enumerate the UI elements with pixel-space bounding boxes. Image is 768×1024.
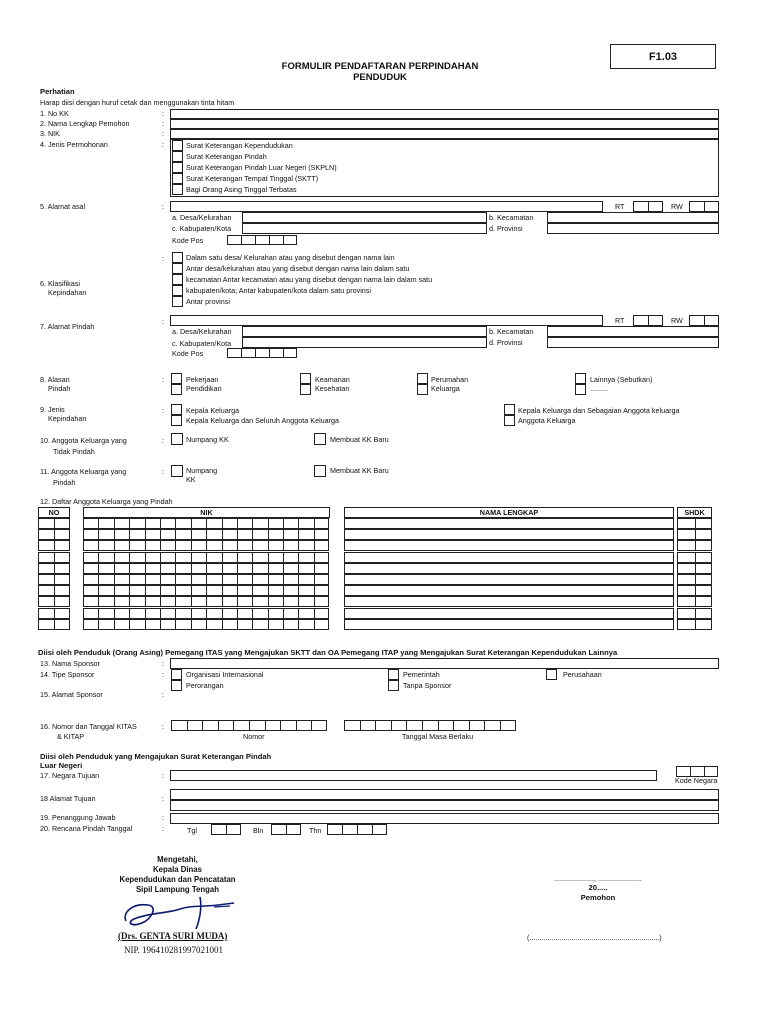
klasifikasi-option: kabupaten/kota; Antar kabupaten/kota dalam satu provinsi <box>186 286 372 295</box>
colon: : <box>162 670 164 679</box>
kecamatan-label: b. Kecamatan <box>489 213 534 222</box>
rencana-tgl-field[interactable] <box>211 824 241 835</box>
table-row-no[interactable] <box>38 518 70 529</box>
alamat-asal-kode-pos[interactable] <box>227 235 297 245</box>
jenis-permohonan-option: Surat Keterangan Pindah <box>186 152 267 161</box>
provinsi-label: d. Provinsi <box>489 224 523 233</box>
klasifikasi-option: Antar desa/kelurahan atau yang disebut dengan nama lain dalam satu <box>186 264 410 273</box>
table-header-shdk: SHDK <box>677 507 712 518</box>
pindah-baru: Membuat KK Baru <box>330 466 389 475</box>
kepindahan-kk-seluruh: Kepala Keluarga dan Seluruh Anggota Keluarga <box>186 416 340 425</box>
alamat-pindah-rw[interactable] <box>689 315 719 326</box>
label-daftar-anggota: 12. Daftar Anggota Keluarga yang Pindah <box>40 497 173 506</box>
option-checkbox[interactable] <box>172 285 183 296</box>
option-checkbox[interactable] <box>300 373 311 384</box>
label-nama-sponsor: 13. Nama Sponsor <box>40 659 100 668</box>
label-penanggung-jawab: 19. Penanggung Jawab <box>40 813 116 822</box>
colon: : <box>162 690 164 699</box>
notice-text: Harap diisi dengan huruf cetak dan menggunakan tinta hitam <box>40 98 235 107</box>
option-checkbox[interactable] <box>417 373 428 384</box>
table-row-nik[interactable] <box>83 529 329 540</box>
label-negara-tujuan: 17. Negara Tujuan <box>40 771 100 780</box>
alamat-asal-rt[interactable] <box>633 201 663 212</box>
kitas-tanggal-label: Tanggal Masa Berlaku <box>402 732 474 741</box>
form-title-line2: PENDUDUK <box>353 72 407 83</box>
option-checkbox[interactable] <box>314 433 326 445</box>
label-alasan-2: Pindah <box>48 384 71 393</box>
nik-field[interactable] <box>170 129 719 139</box>
sponsor-pemerintah: Pemerintah <box>403 670 440 679</box>
option-checkbox[interactable] <box>172 263 183 274</box>
jenis-permohonan-option: Surat Keterangan Tempat Tinggal (SKTT) <box>186 174 319 183</box>
rt-label: RT <box>615 202 625 211</box>
alamat-asal-kecamatan[interactable] <box>547 212 719 223</box>
desa-label: a. Desa/Kelurahan <box>172 213 232 222</box>
alamat-pindah-kecamatan[interactable] <box>547 326 719 337</box>
kitas-nomor-label: Nomor <box>243 732 265 741</box>
label-alamat-sponsor: 15. Alamat Sponsor <box>40 690 103 699</box>
label-no-kk: 1. No KK <box>40 109 69 118</box>
option-checkbox[interactable] <box>171 415 182 426</box>
alasan-lainnya: Lainnya (Sebutkan) <box>590 375 653 384</box>
abroad-section-title-2: Luar Negeri <box>40 761 83 770</box>
tidak-pindah-numpang: Numpang KK <box>186 435 229 444</box>
pemohon-name-line: (.................................................................) <box>527 933 662 942</box>
label-klasifikasi: 6. Klasifikasi <box>40 279 80 288</box>
option-checkbox[interactable] <box>171 404 182 415</box>
alamat-tujuan-field-2[interactable] <box>170 800 719 811</box>
table-row-nik[interactable] <box>83 574 329 585</box>
table-row-nama[interactable] <box>344 608 674 619</box>
table-row-nama[interactable] <box>344 619 674 630</box>
table-row-no[interactable] <box>38 596 70 607</box>
table-row-no[interactable] <box>38 563 70 574</box>
option-checkbox[interactable] <box>172 184 183 195</box>
table-row-nik[interactable] <box>83 518 329 529</box>
label-rencana-pindah: 20. Rencana Pindah Tanggal <box>40 824 133 833</box>
colon: : <box>162 722 164 731</box>
signature-dinas-2: Sipil Lampung Tengah <box>135 885 220 894</box>
notice-title: Perhatian <box>40 87 75 96</box>
kepindahan-kk: Kepala Keluarga <box>186 406 240 415</box>
colon: : <box>162 254 164 263</box>
colon: : <box>162 140 164 149</box>
label-nik: 3. NIK <box>40 129 60 138</box>
label-yang-pindah-2: Pindah <box>53 478 76 487</box>
table-row-shdk[interactable] <box>677 619 712 630</box>
colon: : <box>162 771 164 780</box>
table-row-nama[interactable] <box>344 563 674 574</box>
colon: : <box>162 202 164 211</box>
alamat-asal-provinsi[interactable] <box>547 223 719 234</box>
label-nama-pemohon: 2. Nama Lengkap Pemohon <box>40 119 130 128</box>
label-alasan: 8. Alasan <box>40 375 70 384</box>
label-alamat-pindah: 7. Alamat Pindah <box>40 322 95 331</box>
option-checkbox[interactable] <box>172 274 183 285</box>
thn-label: Thn <box>309 826 322 835</box>
sponsor-tanpa: Tanpa Sponsor <box>403 681 452 690</box>
klasifikasi-option: Dalam satu desa/ Kelurahan atau yang disebut dengan nama lain <box>186 253 395 262</box>
jenis-permohonan-option: Surat Keterangan Kependudukan <box>186 141 293 150</box>
option-checkbox[interactable] <box>172 162 183 173</box>
table-row-nama[interactable] <box>344 529 674 540</box>
table-row-nik[interactable] <box>83 585 329 596</box>
colon: : <box>162 317 164 326</box>
alamat-asal-kabupaten[interactable] <box>242 223 487 234</box>
option-checkbox[interactable] <box>171 680 182 691</box>
table-row-shdk[interactable] <box>677 585 712 596</box>
sponsor-perusahaan: Perusahaan <box>563 670 602 679</box>
table-row-nama[interactable] <box>344 540 674 551</box>
foreign-section-title: Diisi oleh Penduduk (Orang Asing) Pemegang ITAS yang Mengajukan SKTT dan OA Pemegang ITAP yang Mengajukan Surat Keterangan Kependudukan Lainnya <box>38 648 618 657</box>
table-row-nama[interactable] <box>344 596 674 607</box>
rw-label: RW <box>671 316 683 325</box>
label-kitas: 16. Nomor dan Tanggal KITAS <box>40 722 137 731</box>
option-checkbox[interactable] <box>171 465 183 477</box>
option-checkbox[interactable] <box>388 680 399 691</box>
colon: : <box>162 119 164 128</box>
jenis-permohonan-option: Bagi Orang Asing Tinggal Terbatas <box>186 185 297 194</box>
table-header-no: NO <box>38 507 70 518</box>
abroad-section-title-1: Diisi oleh Penduduk yang Mengajukan Surat Keterangan Pindah <box>40 752 272 761</box>
option-checkbox[interactable] <box>546 669 557 680</box>
label-tidak-pindah-2: Tidak Pindah <box>53 447 95 456</box>
table-row-no[interactable] <box>38 585 70 596</box>
alamat-pindah-kabupaten[interactable] <box>242 337 487 348</box>
provinsi-label: d. Provinsi <box>489 338 523 347</box>
table-row-nik[interactable] <box>83 552 329 563</box>
table-row-nama[interactable] <box>344 518 674 529</box>
table-row-nik[interactable] <box>83 563 329 574</box>
alamat-pindah-provinsi[interactable] <box>547 337 719 348</box>
alamat-asal-field[interactable] <box>170 201 603 212</box>
alamat-asal-rw[interactable] <box>689 201 719 212</box>
kecamatan-label: b. Kecamatan <box>489 327 534 336</box>
alamat-asal-desa[interactable] <box>242 212 487 223</box>
label-yang-pindah: 11. Anggota Keluarga yang <box>40 467 127 476</box>
table-row-nama[interactable] <box>344 585 674 596</box>
colon: : <box>162 375 164 384</box>
negara-tujuan-field[interactable] <box>170 770 657 781</box>
klasifikasi-option: Antar provinsi <box>186 297 230 306</box>
signature-dinas-1: Kependudukan dan Pencatatan <box>119 875 236 884</box>
option-checkbox[interactable] <box>171 373 182 384</box>
nama-sponsor-field[interactable] <box>170 658 719 669</box>
kitas-nomor-field[interactable] <box>171 720 327 731</box>
option-checkbox[interactable] <box>575 373 586 384</box>
pindah-numpang-2: KK <box>186 475 196 484</box>
kabupaten-label: c. Kabupaten/Kota <box>172 339 232 348</box>
label-tipe-sponsor: 14. Tipe Sponsor <box>40 670 95 679</box>
rencana-bln-field[interactable] <box>271 824 301 835</box>
desa-label: a. Desa/Kelurahan <box>172 327 232 336</box>
alamat-tujuan-field[interactable] <box>170 789 719 800</box>
option-checkbox[interactable] <box>314 465 326 477</box>
sponsor-org-int: Organisasi Internasional <box>186 670 264 679</box>
alamat-pindah-desa[interactable] <box>242 326 487 337</box>
option-checkbox[interactable] <box>172 140 183 151</box>
table-row-nama[interactable] <box>344 574 674 585</box>
signature-scribble <box>118 893 248 933</box>
option-checkbox[interactable] <box>172 252 183 263</box>
kode-pos-label: Kode Pos <box>172 236 204 245</box>
option-checkbox[interactable] <box>171 433 183 445</box>
tgl-label: Tgl <box>187 826 197 835</box>
table-row-shdk[interactable] <box>677 540 712 551</box>
sponsor-perorangan: Perorangan <box>186 681 224 690</box>
alasan-perumahan: Perumahan <box>431 375 469 384</box>
table-row-shdk[interactable] <box>677 529 712 540</box>
rt-label: RT <box>615 316 625 325</box>
table-row-nik[interactable] <box>83 540 329 551</box>
rencana-thn-field[interactable] <box>327 824 387 835</box>
option-checkbox[interactable] <box>575 384 586 395</box>
kepindahan-anggota: Anggota Keluarga <box>518 416 576 425</box>
kode-pos-label: Kode Pos <box>172 349 204 358</box>
pindah-numpang: Numpang <box>186 466 218 475</box>
colon: : <box>162 436 164 445</box>
signature-nip: NIP. 196410281997021001 <box>124 945 224 955</box>
colon: : <box>162 467 164 476</box>
alasan-pekerjaan: Pekerjaan <box>186 375 219 384</box>
form-code: F1.03 <box>648 51 678 63</box>
table-row-shdk[interactable] <box>677 574 712 585</box>
no-kk-field[interactable] <box>170 109 719 119</box>
colon: : <box>162 813 164 822</box>
table-row-shdk[interactable] <box>677 552 712 563</box>
klasifikasi-option: kecamatan Antar kecamatan atau yang disebut dengan nama lain dalam satu <box>186 275 433 284</box>
label-alamat-tujuan: 18 Alamat Tujuan <box>40 794 96 803</box>
alamat-pindah-field[interactable] <box>170 315 603 326</box>
kepindahan-kk-sebagian: Kepala Keluarga dan Sebagaian Anggota keluarga <box>518 406 680 415</box>
option-checkbox[interactable] <box>300 384 311 395</box>
colon: : <box>162 659 164 668</box>
table-row-nama[interactable] <box>344 552 674 563</box>
alasan-keamanan: Keamanan <box>315 375 350 384</box>
nama-pemohon-field[interactable] <box>170 119 719 129</box>
table-row-no[interactable] <box>38 619 70 630</box>
option-checkbox[interactable] <box>417 384 428 395</box>
table-row-shdk[interactable] <box>677 518 712 529</box>
alasan-keluarga: Keluarga <box>431 384 460 393</box>
option-checkbox[interactable] <box>171 669 182 680</box>
label-tidak-pindah: 10. Anggota Keluarga yang <box>40 436 127 445</box>
alasan-lainnya-dots: ......... <box>590 384 608 393</box>
label-jenis-kepindahan-2: Kepindahan <box>48 414 87 423</box>
label-alamat-asal: 5. Alamat asal <box>40 202 86 211</box>
colon: : <box>162 129 164 138</box>
jenis-permohonan-option: Surat Keterangan Pindah Luar Negeri (SKPLN) <box>186 163 337 172</box>
alasan-pendidikan: Pendidikan <box>186 384 222 393</box>
table-row-nik[interactable] <box>83 619 329 630</box>
signature-mengetahui: Mengetahi, <box>157 855 198 864</box>
table-row-no[interactable] <box>38 552 70 563</box>
option-checkbox[interactable] <box>388 669 399 680</box>
colon: : <box>162 794 164 803</box>
signature-kepala: Kepala Dinas <box>153 865 202 874</box>
colon: : <box>162 109 164 118</box>
option-checkbox[interactable] <box>504 415 515 426</box>
kabupaten-label: c. Kabupaten/Kota <box>172 224 232 233</box>
table-row-no[interactable] <box>38 608 70 619</box>
table-row-no[interactable] <box>38 574 70 585</box>
colon: : <box>162 406 164 415</box>
option-checkbox[interactable] <box>504 404 515 415</box>
kitas-tanggal-field[interactable] <box>344 720 516 731</box>
form-title-line1: FORMULIR PENDAFTARAN PERPINDAHAN <box>281 61 479 72</box>
table-row-shdk[interactable] <box>677 596 712 607</box>
alasan-kesehatan: Kesehatan <box>315 384 350 393</box>
colon: : <box>162 824 164 833</box>
option-checkbox[interactable] <box>172 296 183 307</box>
table-row-no[interactable] <box>38 540 70 551</box>
table-row-nik[interactable] <box>83 596 329 607</box>
kode-negara-label: Kode Negara <box>675 776 718 785</box>
tidak-pindah-baru: Membuat KK Baru <box>330 435 389 444</box>
bln-label: Bln <box>253 826 264 835</box>
table-row-nik[interactable] <box>83 608 329 619</box>
table-header-nik: NIK <box>83 507 330 518</box>
penanggung-jawab-field[interactable] <box>170 813 719 824</box>
label-kitas-2: & KITAP <box>57 732 85 741</box>
table-row-shdk[interactable] <box>677 608 712 619</box>
label-jenis-permohonan: 4. Jenis Permohonan <box>40 140 108 149</box>
table-row-shdk[interactable] <box>677 563 712 574</box>
option-checkbox[interactable] <box>171 384 182 395</box>
table-header-nama: NAMA LENGKAP <box>344 507 674 518</box>
alamat-pindah-rt[interactable] <box>633 315 663 326</box>
option-checkbox[interactable] <box>172 173 183 184</box>
signature-official-name: (Drs. GENTA SURI MUDA) <box>118 931 228 941</box>
signature-pemohon: Pemohon <box>580 893 616 902</box>
option-checkbox[interactable] <box>172 151 183 162</box>
signature-year: 20..... <box>588 883 608 892</box>
label-jenis-kepindahan: 9. Jenis <box>40 405 65 414</box>
alamat-pindah-kode-pos[interactable] <box>227 348 297 358</box>
date-place-line: ...................., ...................... <box>554 874 642 883</box>
table-row-no[interactable] <box>38 529 70 540</box>
label-klasifikasi-2: Kepindahan <box>48 288 87 297</box>
rw-label: RW <box>671 202 683 211</box>
